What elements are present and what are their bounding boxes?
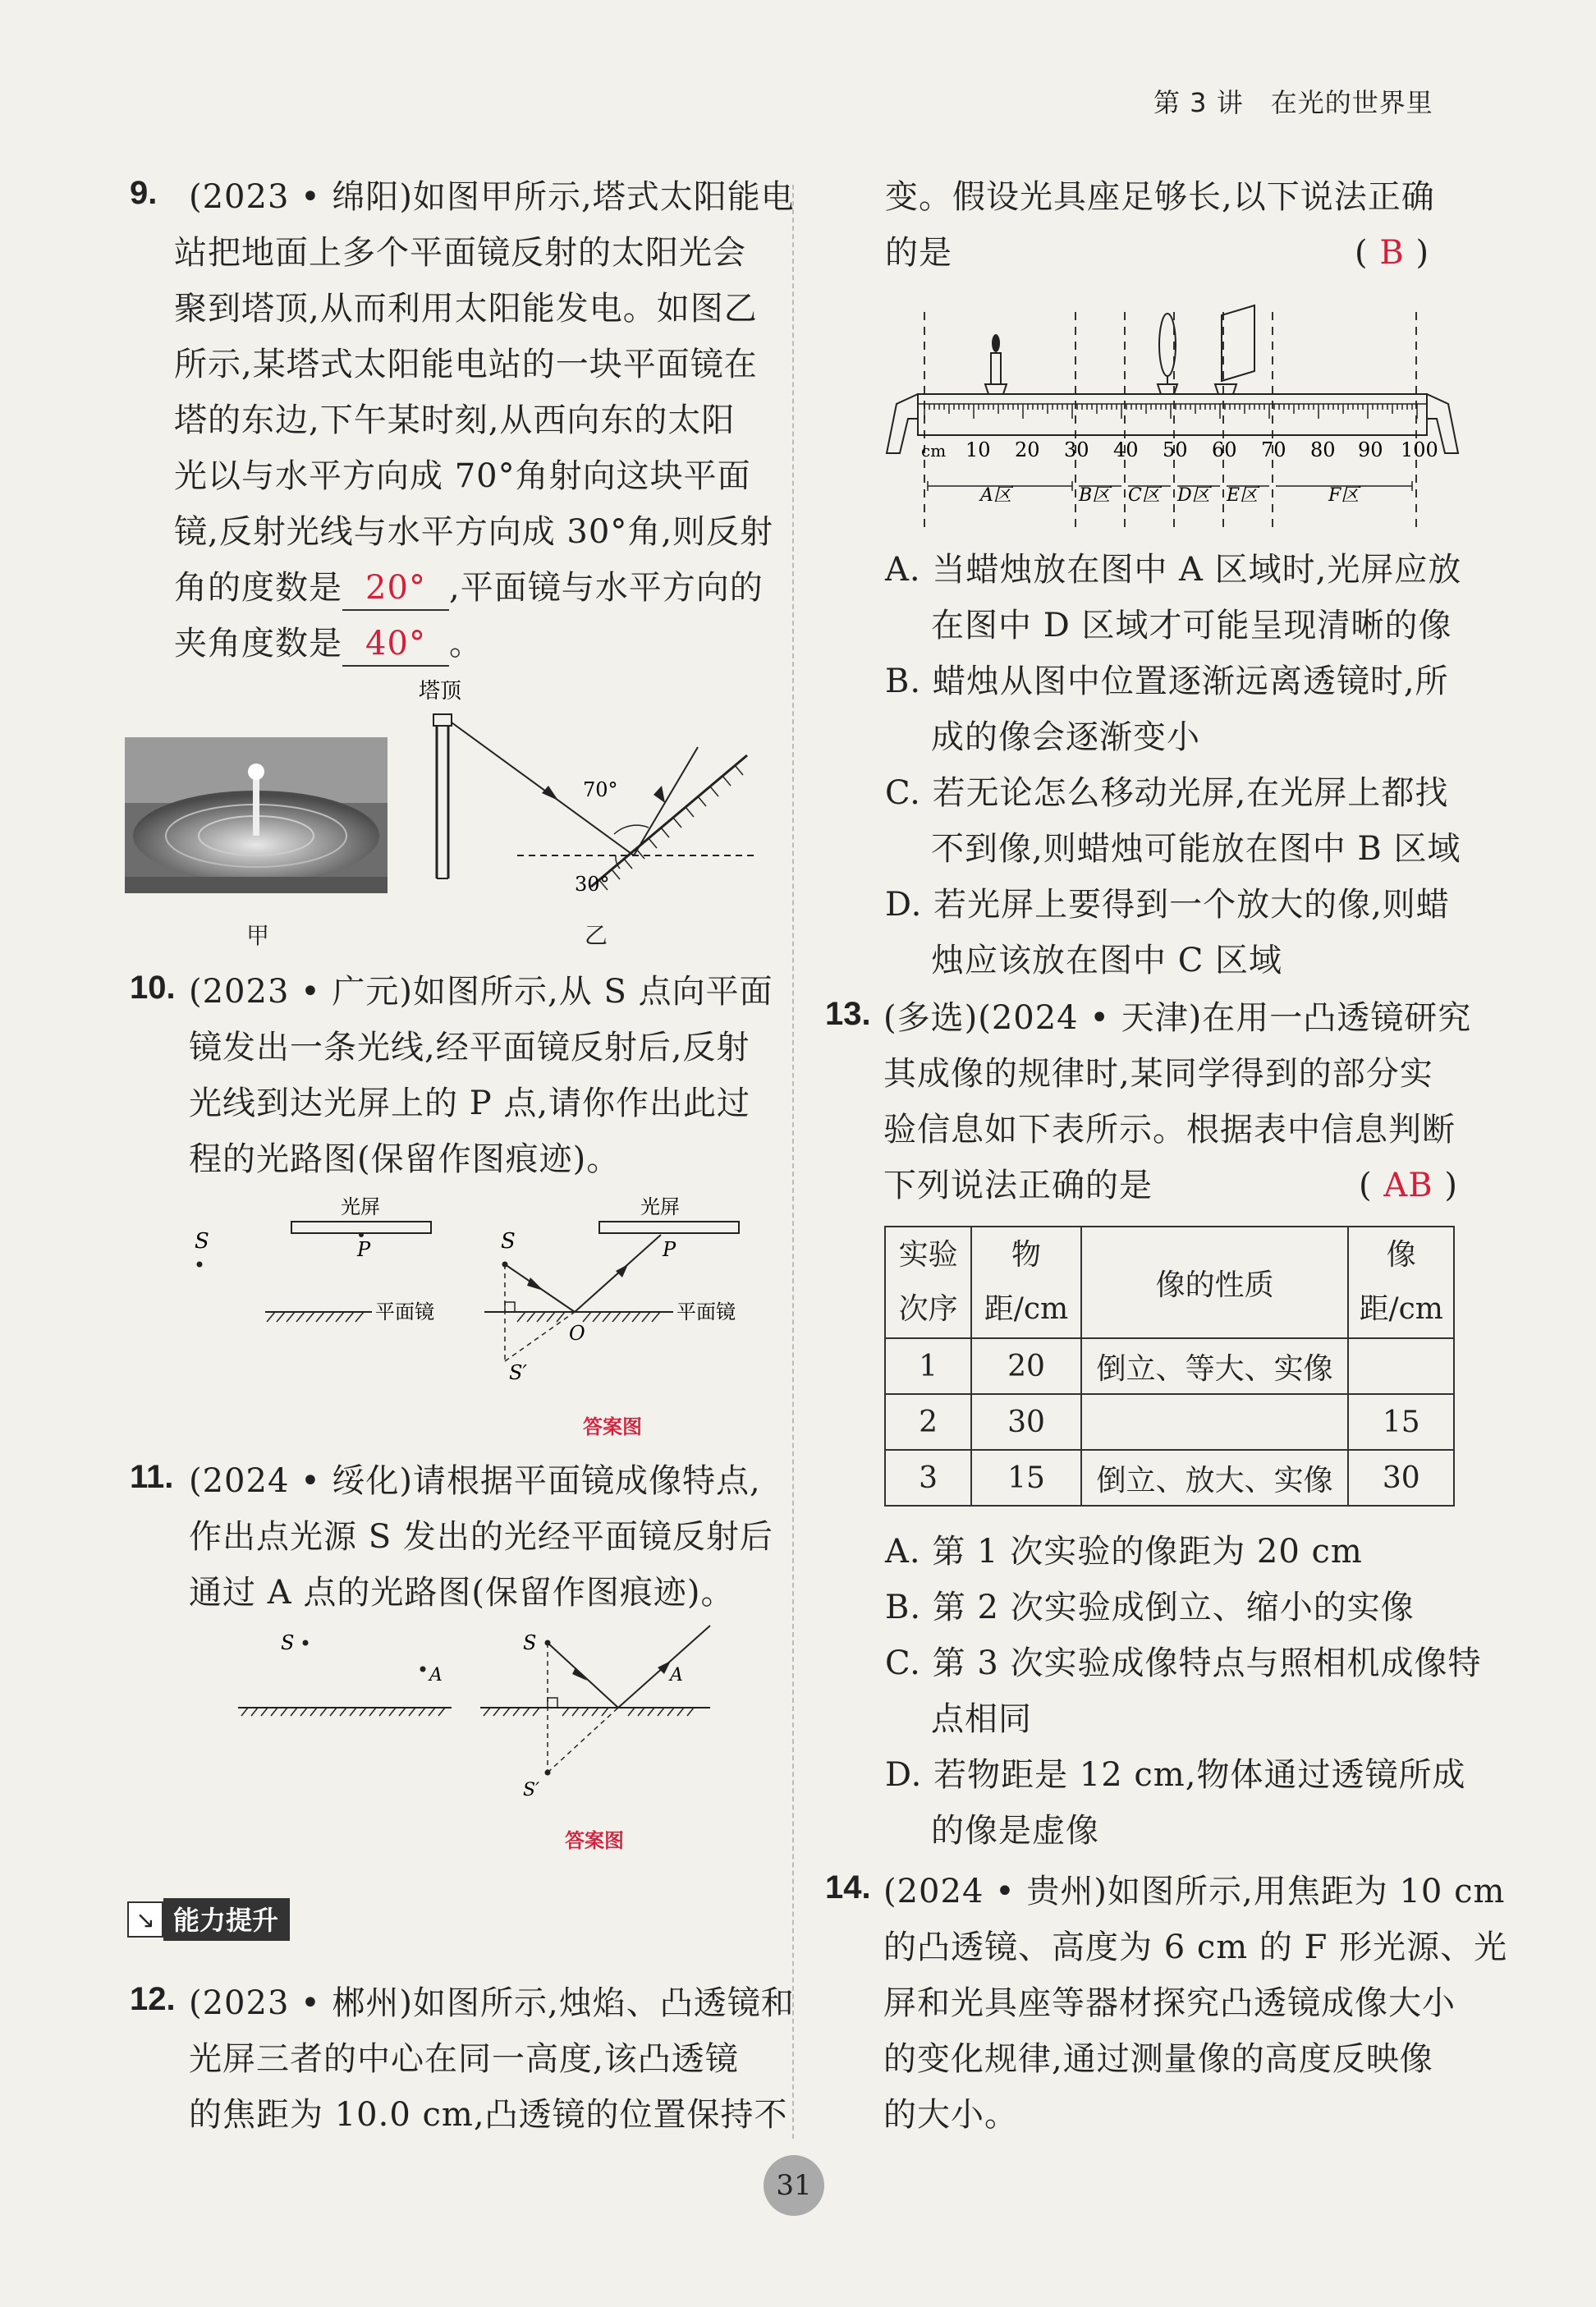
q12-option-b-line-2: 成的像会逐渐变小	[931, 718, 1200, 756]
q9-answer-reflection-angle: 20°	[342, 566, 449, 611]
q12-option-d-line-2: 烛应该放在图中 C 区域	[931, 942, 1283, 979]
tower-top-label: 塔顶	[419, 679, 462, 704]
q11-line-3: 通过 A 点的光路图(保留作图痕迹)。	[189, 1574, 735, 1612]
table-row	[885, 1394, 1454, 1450]
q12-line-1: (2023 • 郴州)如图所示,烛焰、凸透镜和	[189, 1984, 795, 2022]
optical-bench-diagram	[878, 296, 1470, 534]
zone-c-label: C区	[1128, 485, 1160, 506]
table-header-image-distance: 像距/cm	[1348, 1227, 1454, 1338]
q13-data-table	[884, 1226, 1455, 1507]
scale-label-90: 90	[1358, 438, 1383, 461]
q11-line-2: 作出点光源 S 发出的光经平面镜反射后	[189, 1518, 773, 1556]
q10-line-4: 程的光路图(保留作图痕迹)。	[189, 1140, 621, 1178]
point-p-label: P	[357, 1238, 371, 1261]
table-cell: 30	[971, 1394, 1081, 1450]
table-cell: 15	[971, 1450, 1081, 1506]
table-header-order: 实验次序	[885, 1227, 971, 1338]
q11-point-a-label-answer: A	[670, 1665, 683, 1686]
angle-30-label: 30°	[575, 873, 610, 896]
q9-line9-pre: 夹角度数是	[174, 625, 342, 663]
q12-answer-value: B	[1379, 234, 1405, 272]
q10-answer-caption: 答案图	[583, 1415, 642, 1438]
q14-line-2: 的凸透镜、高度为 6 cm 的 F 形光源、光	[883, 1929, 1508, 1966]
chapter-header: 第 3 讲 在光的世界里	[1153, 87, 1433, 118]
q13-option-d-line-2: 的像是虚像	[931, 1812, 1099, 1850]
point-p-label-answer: P	[663, 1238, 676, 1261]
table-cell: 30	[1348, 1450, 1454, 1506]
q9-line-9	[174, 616, 483, 672]
scale-label-10: 10	[965, 438, 991, 461]
image-s-prime-label: S′	[509, 1361, 527, 1384]
q9-line8-post: ,平面镜与水平方向的	[449, 569, 764, 607]
q9-line-8	[174, 560, 764, 616]
angle-70-label: 70°	[583, 778, 618, 801]
q13-option-c-line-1: C. 第 3 次实验成像特点与照相机成像特	[885, 1644, 1482, 1682]
q9-line9-post: 。	[449, 625, 483, 663]
q12-option-a-line-1: A. 当蜡烛放在图中 A 区域时,光屏应放	[885, 551, 1462, 589]
table-cell	[1348, 1338, 1454, 1394]
zone-d-label: D区	[1177, 485, 1210, 506]
section-title: 能力提升	[163, 1898, 290, 1941]
table-cell: 1	[885, 1338, 971, 1394]
q11-line-1: (2024 • 绥化)请根据平面镜成像特点,	[189, 1462, 761, 1500]
q9-answer-mirror-angle: 40°	[342, 622, 449, 667]
scale-label-30: 30	[1064, 438, 1089, 461]
q12-option-a-line-2: 在图中 D 区域才可能呈现清晰的像	[931, 607, 1452, 644]
table-cell: 3	[885, 1450, 971, 1506]
q13-line-2: 其成像的规律时,某同学得到的部分实	[883, 1055, 1433, 1093]
q14-line-3: 屏和光具座等器材探究凸透镜成像大小	[883, 1984, 1456, 2022]
zone-e-label: E区	[1227, 485, 1259, 506]
fig-jia-caption: 甲	[246, 922, 270, 949]
q12-line-3: 的焦距为 10.0 cm,凸透镜的位置保持不	[189, 2096, 788, 2134]
q13-option-d-line-1: D. 若物距是 12 cm,物体通过透镜所成	[885, 1756, 1466, 1794]
q10-question-diagram	[185, 1190, 456, 1338]
q14-number: 14.	[825, 1869, 871, 1906]
q9-line-7: 镜,反射光线与水平方向成 30°角,则反射	[174, 513, 774, 551]
q11-point-a-label: A	[429, 1665, 443, 1686]
q10-line-2: 镜发出一条光线,经平面镜反射后,反射	[189, 1029, 750, 1066]
zone-a-label: A区	[980, 485, 1011, 506]
q9-line-2: 站把地面上多个平面镜反射的太阳光会	[174, 234, 746, 272]
screen-label: 光屏	[341, 1195, 380, 1218]
q12-line-2: 光屏三者的中心在同一高度,该凸透镜	[189, 2040, 739, 2078]
table-header-image-nature: 像的性质	[1081, 1227, 1349, 1338]
q13-line-3: 验信息如下表所示。根据表中信息判断	[883, 1111, 1456, 1149]
q9-line-5: 塔的东边,下午某时刻,从西向东的太阳	[174, 401, 736, 439]
q10-line-3: 光线到达光屏上的 P 点,请你作出此过	[189, 1085, 751, 1122]
q9-line-6: 光以与水平方向成 70°角射向这块平面	[174, 457, 751, 495]
point-s-label: S	[195, 1229, 209, 1254]
q13-answer: ( AB )	[1359, 1167, 1458, 1204]
zone-f-label: F区	[1328, 485, 1360, 506]
scale-label-80: 80	[1310, 438, 1336, 461]
table-cell: 倒立、放大、实像	[1081, 1450, 1349, 1506]
table-cell: 20	[971, 1338, 1081, 1394]
scale-label-100: 100	[1401, 438, 1438, 461]
section-ability-improvement	[127, 1898, 290, 1941]
q12-option-c-line-1: C. 若无论怎么移动光屏,在光屏上都找	[885, 774, 1449, 812]
fig-yi-caption: 乙	[585, 922, 608, 949]
q13-option-a: A. 第 1 次实验的像距为 20 cm	[885, 1533, 1363, 1571]
page-number: 31	[764, 2155, 824, 2216]
q10-number: 10.	[130, 970, 176, 1006]
q9-line8-pre: 角的度数是	[174, 569, 342, 607]
mirror-reflection-diagram	[410, 673, 772, 944]
scale-label-60: 60	[1212, 438, 1237, 461]
mirror-label: 平面镜	[375, 1300, 434, 1323]
q12-option-d-line-1: D. 若光屏上要得到一个放大的像,则蜡	[885, 886, 1450, 924]
scale-label-50: 50	[1163, 438, 1188, 461]
table-header-object-distance: 物距/cm	[971, 1227, 1081, 1338]
q9-number: 9.	[130, 175, 158, 211]
table-row	[885, 1450, 1454, 1506]
q11-question-diagram	[230, 1621, 460, 1728]
q12-answer: ( B )	[1355, 234, 1430, 272]
q12-option-b-line-1: B. 蜡烛从图中位置逐渐远离透镜时,所	[885, 663, 1449, 700]
q9-line-1: (2023 • 绵阳)如图甲所示,塔式太阳能电	[189, 178, 795, 216]
table-cell: 2	[885, 1394, 971, 1450]
q14-line-4: 的变化规律,通过测量像的高度反映像	[883, 2040, 1433, 2078]
q13-answer-value: AB	[1383, 1167, 1433, 1204]
scale-label-70: 70	[1261, 438, 1286, 461]
mirror-label-answer: 平面镜	[676, 1300, 736, 1323]
q11-point-s-label-answer: S	[523, 1631, 537, 1654]
q12-option-c-line-2: 不到像,则蜡烛可能放在图中 B 区域	[931, 830, 1461, 868]
table-row	[885, 1338, 1454, 1394]
point-o-label: O	[569, 1322, 585, 1345]
q10-line-1: (2023 • 广元)如图所示,从 S 点向平面	[189, 973, 773, 1011]
table-cell: 倒立、等大、实像	[1081, 1338, 1349, 1394]
q13-line-1: (多选)(2024 • 天津)在用一凸透镜研究	[883, 999, 1472, 1037]
point-s-label-answer: S	[501, 1229, 516, 1254]
scale-label-20: 20	[1015, 438, 1040, 461]
q13-option-b: B. 第 2 次实验成倒立、缩小的实像	[885, 1589, 1415, 1626]
q13-line-4: 下列说法正确的是	[883, 1167, 1153, 1204]
q9-line-4: 所示,某塔式太阳能电站的一块平面镜在	[174, 346, 758, 383]
solar-plant-photo	[125, 737, 388, 893]
table-cell	[1081, 1394, 1349, 1450]
arrow-down-right-icon: ↘	[127, 1901, 163, 1938]
q13-option-c-line-2: 点相同	[931, 1700, 1032, 1738]
scale-label-cm: cm	[921, 441, 947, 461]
q13-number: 13.	[825, 996, 871, 1032]
q9-line-3: 聚到塔顶,从而利用太阳能发电。如图乙	[174, 290, 758, 328]
q12-cont-line-1: 变。假设光具座足够长,以下说法正确	[885, 178, 1435, 216]
q11-image-s-prime-label: S′	[523, 1780, 540, 1800]
q11-number: 11.	[130, 1459, 174, 1495]
scale-label-40: 40	[1113, 438, 1139, 461]
q10-answer-diagram	[484, 1190, 764, 1396]
table-cell: 15	[1348, 1394, 1454, 1450]
q14-line-5: 的大小。	[883, 2096, 1018, 2134]
q14-line-1: (2024 • 贵州)如图所示,用焦距为 10 cm	[883, 1873, 1506, 1910]
screen-label-answer: 光屏	[640, 1195, 680, 1218]
q12-cont-line-2: 的是	[885, 234, 952, 272]
q11-answer-diagram	[472, 1621, 718, 1810]
column-divider	[792, 185, 794, 2139]
q11-point-s-label: S	[281, 1631, 295, 1654]
q12-number: 12.	[130, 1981, 176, 2017]
zone-b-label: B区	[1079, 485, 1111, 506]
q11-answer-caption: 答案图	[565, 1829, 624, 1852]
